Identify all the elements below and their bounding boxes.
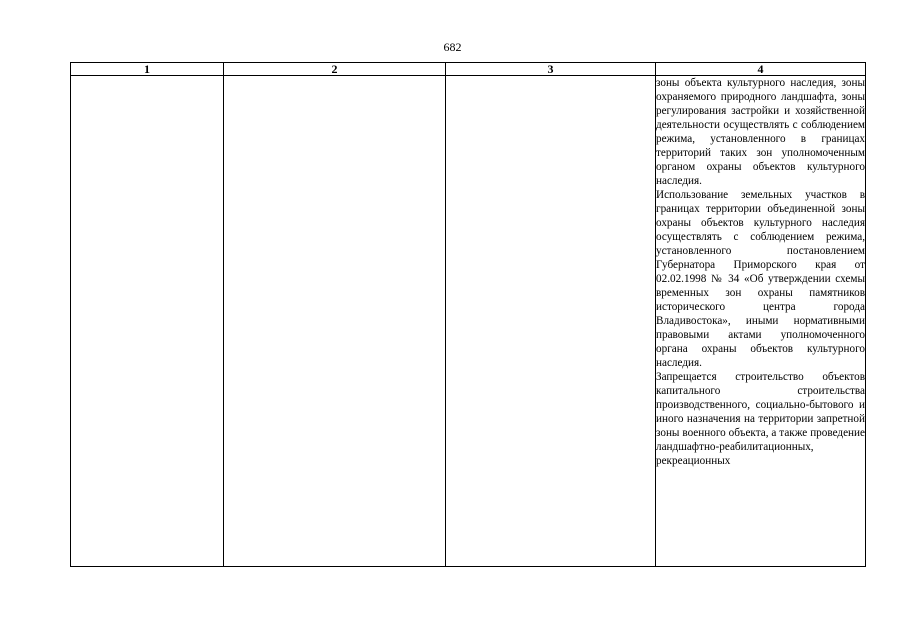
page-number: 682 (443, 40, 462, 54)
column-header-1: 1 (71, 63, 224, 76)
cell-col-1 (71, 76, 224, 567)
table-row (71, 76, 866, 567)
column-header-2: 2 (224, 63, 446, 76)
paragraph-heritage-zones: зоны объекта культурного наследия, зоны охраняемого природного ландшафта, зоны регулирования застройки и хозяйственной деятельности осуществлять с соблюдением режима, установленного в границах территорий таких зон уполномоченным органом охраны объектов культурного наследия. (656, 77, 865, 187)
table-header-row (71, 63, 866, 76)
paragraph-construction-ban: Запрещается строительство объектов капитального строительства производственного, социально-бытового и иного назначения на территории запретной зоны военного объекта, а также проведение ландшафтно-реабилитационных, рекреационных (656, 371, 865, 467)
column-header-3: 3 (446, 63, 656, 76)
regulations-table (70, 62, 866, 567)
cell-col-4 (656, 76, 866, 567)
cell-col-2 (224, 76, 446, 567)
cell-col-3 (446, 76, 656, 567)
paragraph-land-use: Использование земельных участков в границах территории объединенной зоны охраны объектов культурного наследия осуществлять с соблюдением режима, установленного постановлением Губернатора Приморского края от 02.02.1998 № 34 «Об утверждении схемы временных зон охраны памятников исторического центра города Владивостока», иными нормативными правовыми актами уполномоченного органа охраны объектов культурного наследия. (656, 189, 865, 369)
column-header-4: 4 (656, 63, 866, 76)
